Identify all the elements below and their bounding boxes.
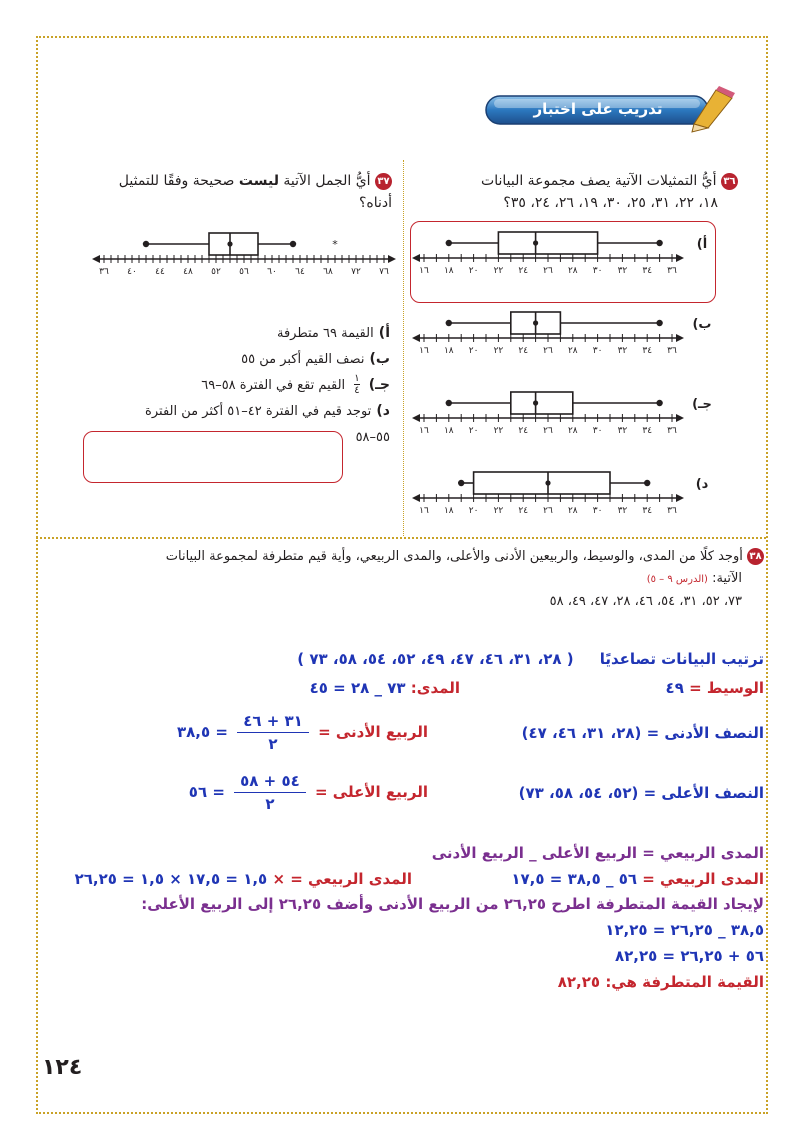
column-divider bbox=[403, 160, 404, 536]
q36-opt4-tick-label: ٣٠ bbox=[592, 506, 603, 516]
q36-opt4-tick-label: ٣٤ bbox=[642, 506, 653, 516]
q36-opt3-option-label: جـ) bbox=[692, 397, 712, 412]
q36-opt3-tick-label: ٢٨ bbox=[567, 426, 578, 436]
q36-opt1-max-point bbox=[656, 240, 662, 246]
sorted-data-line: ترتيب البيانات تصاعديًا ( ٢٨، ٣١، ٤٦، ٤٧، ٤٩، ٥٢، ٥٤، ٥٨، ٧٣ ) bbox=[297, 650, 764, 668]
q36-opt3-tick-label: ٣٤ bbox=[642, 426, 653, 436]
q37-option-d[interactable]: د) توجد قيم في الفترة ٤٢–٥١ أكثر من الفترة ٥٥–٥٨ bbox=[145, 403, 390, 445]
q36-opt1-tick-label: ١٦ bbox=[419, 266, 429, 276]
q36-opt4-tick-label: ٢٨ bbox=[567, 506, 578, 516]
q36-prompt-line1: أيُّ التمثيلات الآتية يصف مجموعة البيانات bbox=[481, 173, 717, 189]
q36-opt2-tick-label: ٢٤ bbox=[518, 346, 529, 356]
q37-tick-label: ٦٨ bbox=[323, 267, 333, 277]
q36-opt2-tick-label: ١٨ bbox=[443, 346, 454, 356]
q37-prompt-line2: أدناه؟ bbox=[358, 195, 392, 211]
q37-tick-label: ٣٦ bbox=[99, 267, 109, 277]
q36-opt2-median-point bbox=[533, 320, 538, 325]
q36-opt3-axis-arrow-left bbox=[412, 414, 420, 422]
q36-opt1-axis-arrow-right bbox=[676, 254, 684, 262]
q36-opt1-tick-label: ٣٤ bbox=[642, 266, 653, 276]
median-line: الوسيط = ٤٩ bbox=[665, 679, 764, 697]
q37-max-point bbox=[290, 241, 296, 247]
q37-prompt-bold: ليست bbox=[238, 173, 279, 189]
q36-opt4-min-point bbox=[458, 480, 464, 486]
q36-opt2-tick-label: ٢٠ bbox=[468, 346, 479, 356]
q36-opt3-min-point bbox=[446, 400, 452, 406]
q37-tick-label: ٤٠ bbox=[127, 267, 137, 277]
q37-outlier-mark: * bbox=[332, 238, 338, 251]
outlier-answer: القيمة المتطرفة هي: ٨٢,٢٥ bbox=[557, 973, 764, 991]
q37-tick-label: ٤٤ bbox=[155, 267, 165, 277]
q36-opt2-tick-label: ٢٦ bbox=[543, 346, 553, 356]
q37-option-c[interactable]: جـ) $\frac{١}{٤}$ القيم تقع في الفترة ٥٨–٦٩ bbox=[201, 373, 390, 396]
q36-opt3-tick-label: ٢٤ bbox=[518, 426, 529, 436]
q37-axis-arrow-left bbox=[92, 255, 100, 263]
q37-number-badge: ٣٧ bbox=[375, 173, 392, 190]
quarter-fraction: $\frac{١}{٤}$ bbox=[354, 373, 360, 396]
practice-banner bbox=[478, 84, 738, 134]
q37-prompt-part2: صحيحة وفقًا للتمثيل bbox=[118, 173, 235, 189]
q36-opt1-axis-arrow-left bbox=[412, 254, 420, 262]
lower-fence-line: ٣٨,٥ _ ٢٦,٢٥ = ١٢,٢٥ bbox=[605, 921, 764, 939]
q36-opt3-median-point bbox=[533, 400, 538, 405]
q36-opt3-tick-label: ١٦ bbox=[419, 426, 429, 436]
q36-opt1-tick-label: ٢٦ bbox=[543, 266, 553, 276]
q36-opt3-tick-label: ١٨ bbox=[443, 426, 454, 436]
q3-line: الربيع الأعلى = $\frac{٥٤ + ٥٨}{٢}$ = ٥٦ bbox=[188, 772, 428, 813]
lower-half-line: النصف الأدنى = (٢٨، ٣١، ٤٦، ٤٧) bbox=[521, 724, 764, 742]
q37-median-point bbox=[227, 241, 232, 246]
upper-half-line: النصف الأعلى = (٥٢، ٥٤، ٥٨، ٧٣) bbox=[518, 784, 764, 802]
q36-opt2-tick-label: ٣٢ bbox=[617, 346, 628, 356]
q1-line: الربيع الأدنى = $\frac{٣١ + ٤٦}{٢}$ = ٣٨,٥ bbox=[176, 712, 428, 753]
q36-opt3-tick-label: ٣٢ bbox=[617, 426, 628, 436]
q38-lesson-ref: (الدرس ٩ – ٥) bbox=[646, 574, 708, 585]
q36-opt4-axis-arrow-right bbox=[676, 494, 684, 502]
q36-opt3-tick-label: ٢٢ bbox=[493, 426, 504, 436]
q36-opt4-option-label: د) bbox=[695, 477, 709, 492]
q36-opt4-tick-label: ٣٢ bbox=[617, 506, 628, 516]
iqr-line: المدى الربيعي = ٥٦ _ ٣٨,٥ = ١٧,٥ bbox=[511, 870, 764, 888]
q36-opt2-tick-label: ٢٨ bbox=[567, 346, 578, 356]
q36-opt2-axis-arrow-left bbox=[412, 334, 420, 342]
q37-tick-label: ٧٢ bbox=[351, 267, 361, 277]
q36-opt2-axis-arrow-right bbox=[676, 334, 684, 342]
q36-opt1-option-label: أ) bbox=[696, 237, 708, 252]
iqr-scaled-line: المدى الربيعي = × ١,٥ = ١٧,٥ × ١,٥ = ٢٦,٢٥ bbox=[74, 870, 412, 888]
outlier-instruction: لإيجاد القيمة المتطرفة اطرح ٢٦,٢٥ من الربيع الأدنى وأضف ٢٦,٢٥ إلى الربيع الأعلى: bbox=[141, 895, 764, 913]
q1-fraction: $\frac{٣١ + ٤٦}{٢}$ bbox=[237, 710, 309, 755]
q36-opt2-tick-label: ٣٦ bbox=[667, 346, 677, 356]
iqr-definition: المدى الربيعي = الربيع الأعلى _ الربيع الأدنى bbox=[431, 844, 764, 862]
q36-opt1-tick-label: ٢٢ bbox=[493, 266, 504, 276]
q36-opt1-tick-label: ٢٠ bbox=[468, 266, 479, 276]
q36-opt1-median-point bbox=[533, 240, 538, 245]
q36-opt4-tick-label: ١٦ bbox=[419, 506, 429, 516]
q36-opt4-axis-arrow-left bbox=[412, 494, 420, 502]
q37-axis-arrow-right bbox=[388, 255, 396, 263]
q36-opt1-tick-label: ١٨ bbox=[443, 266, 454, 276]
range-line: المدى: ٧٣ _ ٢٨ = ٤٥ bbox=[309, 679, 460, 697]
q36-opt2-tick-label: ٣٤ bbox=[642, 346, 653, 356]
page-number: ١٢٤ bbox=[42, 1055, 83, 1080]
upper-fence-line: ٥٦ + ٢٦,٢٥ = ٨٢,٢٥ bbox=[615, 947, 764, 965]
q36-opt3-axis-arrow-right bbox=[676, 414, 684, 422]
q37-option-b[interactable]: ب) نصف القيم أكبر من ٥٥ bbox=[241, 351, 390, 367]
q37-tick-label: ٤٨ bbox=[183, 267, 193, 277]
q37-prompt bbox=[92, 170, 392, 214]
q38-prompt bbox=[64, 546, 764, 613]
q36-opt1-tick-label: ٣٢ bbox=[617, 266, 628, 276]
q36-opt3-tick-label: ٣٦ bbox=[667, 426, 677, 436]
q36-opt2-tick-label: ٣٠ bbox=[592, 346, 603, 356]
q36-opt3-tick-label: ٢٠ bbox=[468, 426, 479, 436]
q36-opt2-min-point bbox=[446, 320, 452, 326]
q37-tick-label: ٥٦ bbox=[239, 267, 249, 277]
q36-prompt bbox=[408, 170, 738, 214]
q36-opt1-box bbox=[498, 232, 597, 254]
q36-opt3-tick-label: ٣٠ bbox=[592, 426, 603, 436]
q37-plot bbox=[92, 225, 402, 295]
q36-opt4-max-point bbox=[644, 480, 650, 486]
q36-opt2-option-label: ب) bbox=[692, 317, 712, 332]
q36-opt3-box bbox=[511, 392, 573, 414]
q36-prompt-line2: ١٨، ٢٢، ٣١، ٢٥، ٣٠، ١٩، ٢٦، ٢٤، ٣٥؟ bbox=[503, 195, 718, 211]
q37-tick-label: ٦٤ bbox=[295, 267, 305, 277]
banner-label: تدريب على اختبار bbox=[533, 100, 663, 118]
q36-opt4-box bbox=[474, 472, 610, 494]
q37-answer-highlight bbox=[83, 431, 343, 483]
q36-options bbox=[410, 222, 720, 532]
q37-prompt-part1: أيُّ الجمل الآتية bbox=[283, 173, 371, 189]
q36-opt4-tick-label: ٢٢ bbox=[493, 506, 504, 516]
q36-opt4-tick-label: ٢٦ bbox=[543, 506, 553, 516]
q37-tick-label: ٧٦ bbox=[379, 267, 389, 277]
q38-prompt-line1: أوجد كلًا من المدى، والوسيط، والربيعين الأدنى والأعلى، والمدى الربيعي، وأية قيم متطرفة لمجموعة البيانات bbox=[165, 549, 743, 564]
q36-opt1-min-point bbox=[446, 240, 452, 246]
q37-box bbox=[209, 233, 258, 255]
q36-opt1-tick-label: ٢٨ bbox=[567, 266, 578, 276]
q36-opt1-tick-label: ٣٦ bbox=[667, 266, 677, 276]
q37-boxplot bbox=[92, 225, 402, 295]
q36-opt1-tick-label: ٢٤ bbox=[518, 266, 529, 276]
q36-opt3-max-point bbox=[656, 400, 662, 406]
q36-opt4-median-point bbox=[545, 480, 550, 485]
q37-tick-label: ٥٢ bbox=[211, 267, 221, 277]
q36-opt2-max-point bbox=[656, 320, 662, 326]
q36-opt4-tick-label: ١٨ bbox=[443, 506, 454, 516]
q38-number-badge: ٣٨ bbox=[747, 548, 764, 565]
q36-opt4-tick-label: ٢٠ bbox=[468, 506, 479, 516]
q37-option-a[interactable]: أ) القيمة ٦٩ متطرفة bbox=[276, 325, 390, 341]
q36-boxplots bbox=[410, 222, 720, 532]
q36-opt3-tick-label: ٢٦ bbox=[543, 426, 553, 436]
q36-opt4-tick-label: ٢٤ bbox=[518, 506, 529, 516]
q36-opt2-tick-label: ٢٢ bbox=[493, 346, 504, 356]
q36-number-badge: ٣٦ bbox=[721, 173, 738, 190]
q38-data: ٧٣، ٥٢، ٣١، ٥٤، ٤٦، ٢٨، ٤٧، ٤٩، ٥٨ bbox=[549, 594, 742, 609]
q36-opt2-tick-label: ١٦ bbox=[419, 346, 429, 356]
q37-min-point bbox=[143, 241, 149, 247]
q38-prompt-line2: الآتية: bbox=[712, 571, 742, 586]
q37-tick-label: ٦٠ bbox=[267, 267, 277, 277]
q36-opt4-tick-label: ٣٦ bbox=[667, 506, 677, 516]
q3-fraction: $\frac{٥٤ + ٥٨}{٢}$ bbox=[234, 770, 306, 815]
section-divider bbox=[36, 537, 766, 539]
q36-opt1-tick-label: ٣٠ bbox=[592, 266, 603, 276]
